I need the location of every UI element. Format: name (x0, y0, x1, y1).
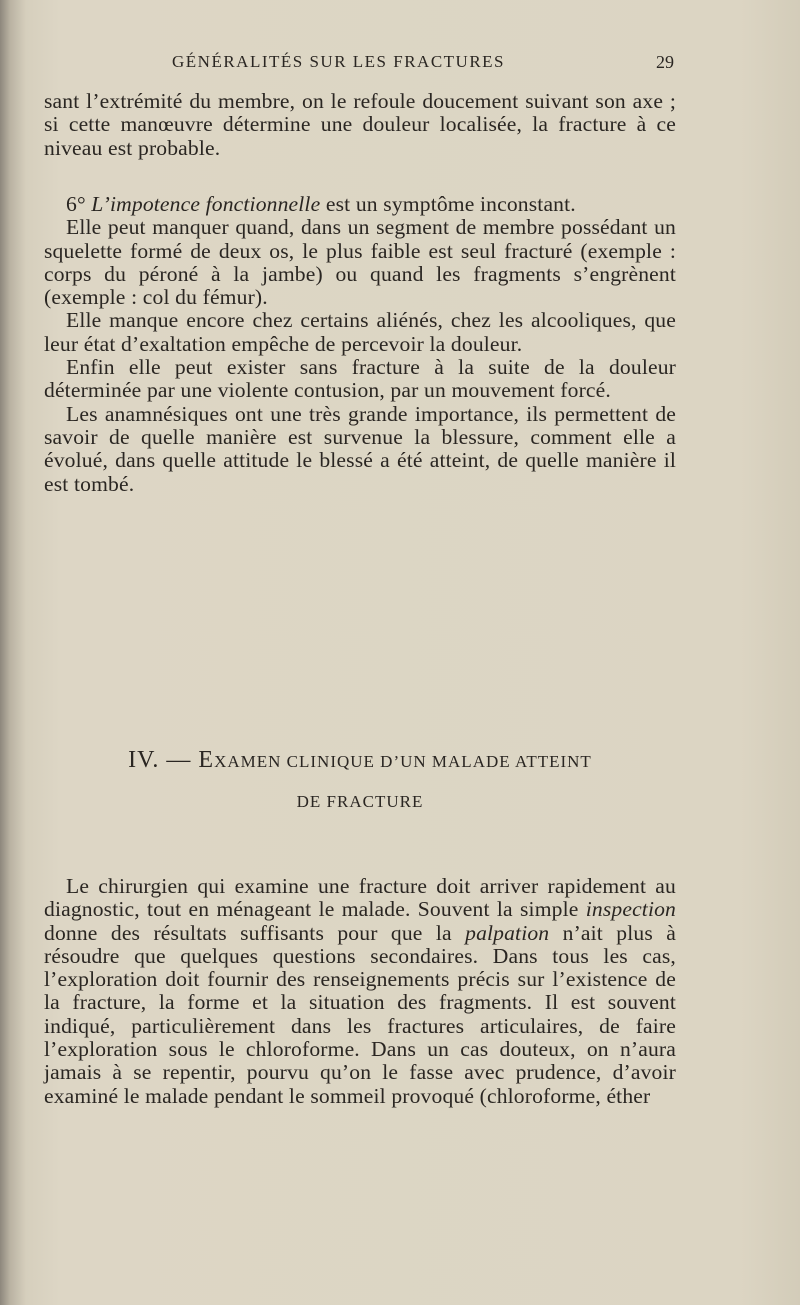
text-run: Le chirurgien qui examine une fracture doit arriver rapidement au diagnostic, tout en ménageant le malade. Souvent la simple (44, 874, 676, 922)
term-inspection: inspection (585, 897, 676, 922)
text-run: donne des résultats suffisants pour que la (44, 920, 466, 945)
paragraph: Elle peut manquer quand, dans un segment de membre possédant un squelette formé de deux os, le plus faible est seul fracturé (exemple : corps du péroné à la jambe) ou quand les fragments s’engrènent (exemple : col du fémur). (44, 215, 676, 310)
text-block-section (44, 875, 676, 1108)
section-title-initial: E (198, 747, 215, 773)
section-heading-line1 (44, 740, 676, 782)
text-run: n’ait plus à résoudre que quelques questions secondaires. Dans tous les cas, l’exploration doit fournir des renseignements précis sur l’existence de la fracture, la forme et la situation des fragments. Il est souvent indiqué, particulièrement dans les fractures articulaires, de faire l’exploration sous le chloroforme. Dans un cas douteux, on n’aura jamais à se repentir, pourvu qu’on le fasse avec prudence, d’avoir examiné le malade pendant le sommeil provoqué (chloroforme, éther (44, 920, 676, 1108)
text-block-impotence (44, 193, 676, 496)
section-title-rest: XAMEN CLINIQUE D’UN MALADE ATTEINT (214, 752, 592, 771)
text-block-top (44, 90, 676, 160)
item-title: L’impotence fonctionnelle (91, 192, 321, 216)
paragraph: Les anamnésiques ont une très grande importance, ils permettent de savoir de quelle manière est survenue la blessure, comment elle a évolué, dans quelle attitude le blessé a été atteint, de quelle manière il est tombé. (44, 401, 676, 496)
paragraph-examen (44, 875, 676, 1108)
term-palpation: palpation (465, 920, 550, 945)
section-heading (44, 740, 676, 822)
section-number: IV. — (128, 747, 199, 773)
section-heading-line2: DE FRACTURE (296, 792, 424, 811)
page-number: 29 (656, 52, 674, 72)
item-text: est un symptôme inconstant. (320, 192, 576, 216)
running-head: GÉNÉRALITÉS SUR LES FRACTURES (172, 52, 505, 71)
item-number: 6° (66, 192, 86, 216)
page-header (44, 52, 674, 78)
paragraph: Elle manque encore chez certains aliénés, chez les alcooliques, que leur état d’exaltation empêche de percevoir la douleur. (44, 308, 676, 356)
paragraph-continuation: sant l’extrémité du membre, on le refoule doucement suivant son axe ; si cette manœuvre détermine une douleur localisée, la fracture à ce niveau est probable. (44, 89, 676, 160)
paragraph-impotence-heading (44, 193, 676, 216)
paragraph: Enfin elle peut exister sans fracture à la suite de la douleur déterminée par une violente contusion, par un mouvement forcé. (44, 355, 676, 403)
